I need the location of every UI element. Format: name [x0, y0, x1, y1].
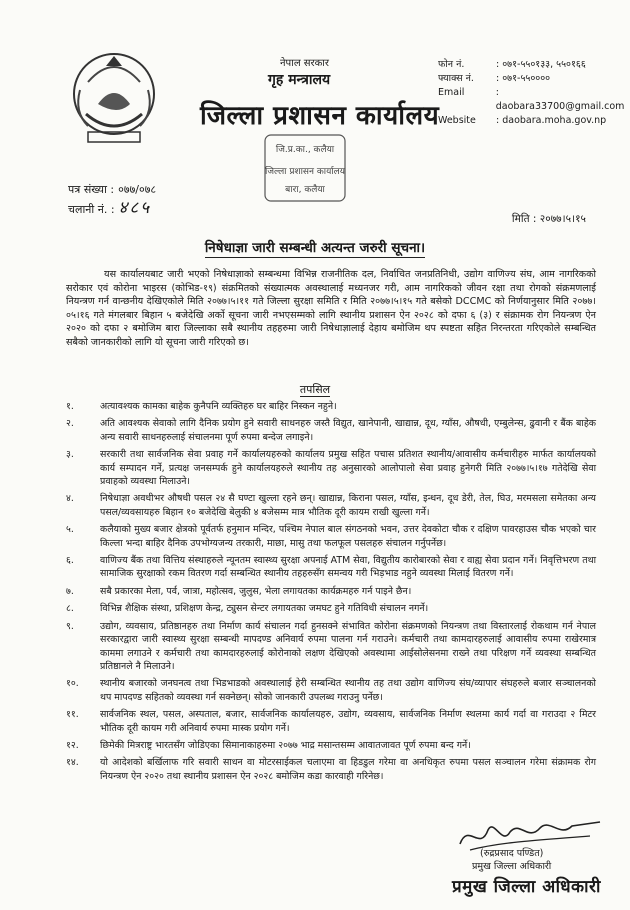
- list-item: २. अति आवश्यक सेवाको लागि दैनिक प्रयोग हुने सवारी साधनहरु जस्तै विद्युत, खानेपानी, खाद्यान्न, दूध, ग्याँस, औषधी, एम्बुलेन्स, ढुवानी र बैंक बाहेक अन्य सवारी साधनहरुलाई संचालनमा पूर्ण रुपमा बन्देज लगाइने।: [66, 418, 596, 443]
- list-item: ६. वाणिज्य बैंक तथा वित्तिय संस्थाहरुले न्यूनतम स्वास्थ्य सुरक्षा अपनाई ATM सेवा, विद्युतीय कारोबारको सेवा र वाह्य सेवा प्रदान गर्ने। निवृत्तिभरण तथा सामाजिक सुरक्षाको रकम वितरण गर्दा सम्बन्धित स्थानीय तहहरुसँग समन्वय गरी भिड़भाड नहुने व्यवस्था मिलाई वितरण गर्ने।: [66, 555, 596, 580]
- government-name: नेपाल सरकार: [280, 58, 329, 69]
- chalani-number: चलानी नं. : ४८५: [68, 198, 152, 218]
- directive-list: [66, 400, 596, 787]
- signatory-name: (रुद्रप्रसाद पण्डित): [480, 848, 544, 859]
- list-item: ८. विभिन्न शैक्षिक संस्था, प्रशिक्षण केन्द्र, ट्युसन सेन्टर लगायतका जमघट हुने गतिविधी संचालन नगर्ने।: [66, 603, 429, 615]
- contact-website: Website : daobara.moha.gov.np: [438, 115, 607, 126]
- list-item: १४. यो आदेशको बर्खिलाफ गरि सवारी साधन वा मोटरसाईकल चलाएमा वा हिडडुल गरेमा वा अनधिकृत रुपमा पसल सञ्चालन गरेमा संक्रामक रोग नियन्त्रण ऐन २०२० तथा स्थानीय प्रशासन ऐन २०२८ बमोजिम कडा कारवाही गरिनेछ।: [66, 757, 596, 782]
- contact-phone: फोन नं. : ०७१-५५०१३३, ५५०१६६: [438, 59, 586, 70]
- svg-text:जि.प्र.का., कलैया: जि.प्र.का., कलैया: [275, 145, 335, 155]
- contact-block: [438, 58, 630, 128]
- reference-block: [68, 180, 156, 219]
- list-item: १. अत्यावश्यक कामका बाहेक कुनैपनि व्यक्तिहरु घर बाहिर निस्कन नहुने।: [66, 401, 337, 412]
- intro-paragraph: यस कार्यालयबाट जारी भएको निषेधाज्ञाको सम्बन्धमा विभिन्न राजनीतिक दल, निर्वाचित जनप्रतिनिधी, उद्योग वाणिज्य संघ, आम नागरिकको सरोकार एवं कोरोना भाइरस (कोभिड-१९) संक्रमितको संख्यात्मक अवस्थालाई मध्यनजर गरी, आम नागरिकको जीवन रक्षा तथा रोगको संक्रमणलाई नियन्त्रण गर्न वान्छनीय देखिएकोले मिति २०७७।५।११ गते जिल्ला सुरक्षा समिति र मिति २०७७।५।१५ गते बसेको DCCMC को निर्णयानुसार मिति २०७७।०५।१६ गते मंगलबार बिहान ५ बजेदेखि अर्को सूचना जारी नभएसम्मको लागि स्थानीय प्रशासन ऐन २०२८ को दफा ६ (३) र संक्रामक रोग नियन्त्रण ऐन २०२० को दफा २ बमोजिम बारा जिल्लाका सबै स्थानीय तहहरुमा जारी निषेधाज्ञालाई देहाय बमोजिम थप स्पष्टता सहित निरन्तरता गरिएकोले सम्बन्धित सबैको जानकारीको लागि यो सूचना जारी गरिएको छ।: [66, 269, 596, 348]
- list-item: ४. निषेधाज्ञा अवधीभर औषधी पसल २४ सै घण्टा खुल्ला रहने छन्। खाद्यान्न, किराना पसल, ग्याँस, इन्धन, दूध डेरी, तेल, घिउ, मरमसला समेतका अन्य पसल/व्यवसायहरु बिहान १० बजेदेखि बेलुकी ४ बजेसम्म मात्र भौतिक दूरी कायम राखी खुल्ला गर्ने।: [66, 493, 596, 518]
- office-stamp: [262, 132, 348, 204]
- notice-date: मिति : २०७७।५।१५: [511, 213, 586, 225]
- nepal-emblem-icon: [68, 42, 160, 152]
- list-item: ७. सबै प्रकारका मेला, पर्व, जात्रा, महोत्सव, जुलुस, भेला लगायतका कार्यक्रमहरु गर्न पाइने छैन।: [66, 585, 412, 597]
- section-heading: तपसिल: [299, 383, 331, 396]
- svg-text:जिल्ला प्रशासन कार्यालय: जिल्ला प्रशासन कार्यालय: [265, 167, 345, 177]
- notice-title: निषेधाज्ञा जारी सम्बन्धी अत्यन्त जरुरी सूचना।: [204, 240, 426, 256]
- office-name: जिल्ला प्रशासन कार्यालय: [200, 101, 440, 131]
- list-item: ९. उद्योग, व्यवसाय, प्रतिष्ठानहरु तथा निर्माण कार्य संचालन गर्दा हुनसक्ने संभावित कोरोना संक्रमणको नियन्त्रण तथा विस्तारलाई रोकथाम गर्न नेपाल सरकारद्वारा जारी स्वास्थ्य सुरक्षा सम्बन्धी मापदण्ड अनिवार्य रुपमा पालना गर्न गराउने। कर्मचारी तथा कामदारहरुलाई आवासीय रुपमा राखेरमात्र काममा लगाउने र कर्मचारी तथा कामदारहरुलाई कोरोनाको लक्षण देखिएको अवस्थामा आईसोलेसनमा राख्ने तथा परिक्षण गर्ने व्यवस्था सम्बन्धित प्रतिष्ठानले नै मिलाउने।: [66, 620, 596, 672]
- list-item: १२. छिमेकी मित्रराष्ट्र भारतसँग जोडिएका सिमानाकाहरुमा २०७७ भाद्र मसान्तसम्म आवातजावत पूर्ण रुपमा बन्द गर्ने।: [66, 739, 471, 751]
- list-item: १०. स्थानीय बजारको जनघनत्व तथा भिडभाडको अवस्थालाई हेरी सम्बन्धित स्थानीय तह तथा उद्योग वाणिज्य संघ/व्यापार संघहरुले बजार सञ्चालनको थप मापदण्ड सहितको व्यवस्था गर्न सक्नेछन्। सोको जानकारी उपलब्ध गराउनु पर्नेछ।: [66, 678, 596, 703]
- contact-fax: फ्याक्स नं. : ०७१-५५००००: [438, 73, 551, 84]
- contact-email: Email : daobara33700@gmail.com: [438, 87, 625, 112]
- patra-sankhya: पत्र संख्या : ०७७/०७८: [68, 183, 157, 196]
- list-item: ५. कलैयाको मुख्य बजार क्षेत्रको पूर्वतर्फ हनुमान मन्दिर, पश्चिम नेपाल बाल संगठनको भवन, उत्तर देवकोटा चौक र दक्षिण पावरहाउस चौक भएको चार किल्ला भन्दा बाहिर दैनिक उपभोग्यजन्य तरकारी, माछा, मासु तथा फलफूल पसलहरु संचालन गर्नुपर्नेछ।: [66, 524, 596, 549]
- official-seal-text: प्रमुख जिल्ला अधिकारी: [452, 877, 601, 897]
- list-item: ११. सार्वजनिक स्थल, पसल, अस्पताल, बजार, सार्वजनिक कार्यालयहरु, उद्योग, व्यवसाय, सार्वजनिक निर्माण स्थलमा कार्य गर्दा वा गराउदा २ मिटर भौतिक दूरी कायम गरी अनिवार्य रुपमा मास्क प्रयोग गर्ने।: [66, 709, 596, 734]
- ministry-name: गृह मन्त्रालय: [268, 72, 331, 88]
- list-item: ३. सरकारी तथा सार्वजनिक सेवा प्रवाह गर्ने कार्यालयहरुको कार्यालय प्रमुख सहित पचास प्रतिशत स्थानीय/आवासीय कर्मचारीहरु मार्फत कार्यालयको कार्य सम्पादन गर्ने, प्रत्यक्ष जनसम्पर्क हुने कार्यालयहरुले स्थानीय तह अनुसारको आलोपालो सेवा प्रवाह हुनेगरी मिति २०७७।५।१७ गतेदेखि सेवा प्रवाहको व्यवस्था मिलाउने।: [66, 449, 596, 488]
- signatory-title: प्रमुख जिल्ला अधिकारी: [472, 861, 552, 872]
- svg-text:बारा, कलैया: बारा, कलैया: [285, 185, 325, 195]
